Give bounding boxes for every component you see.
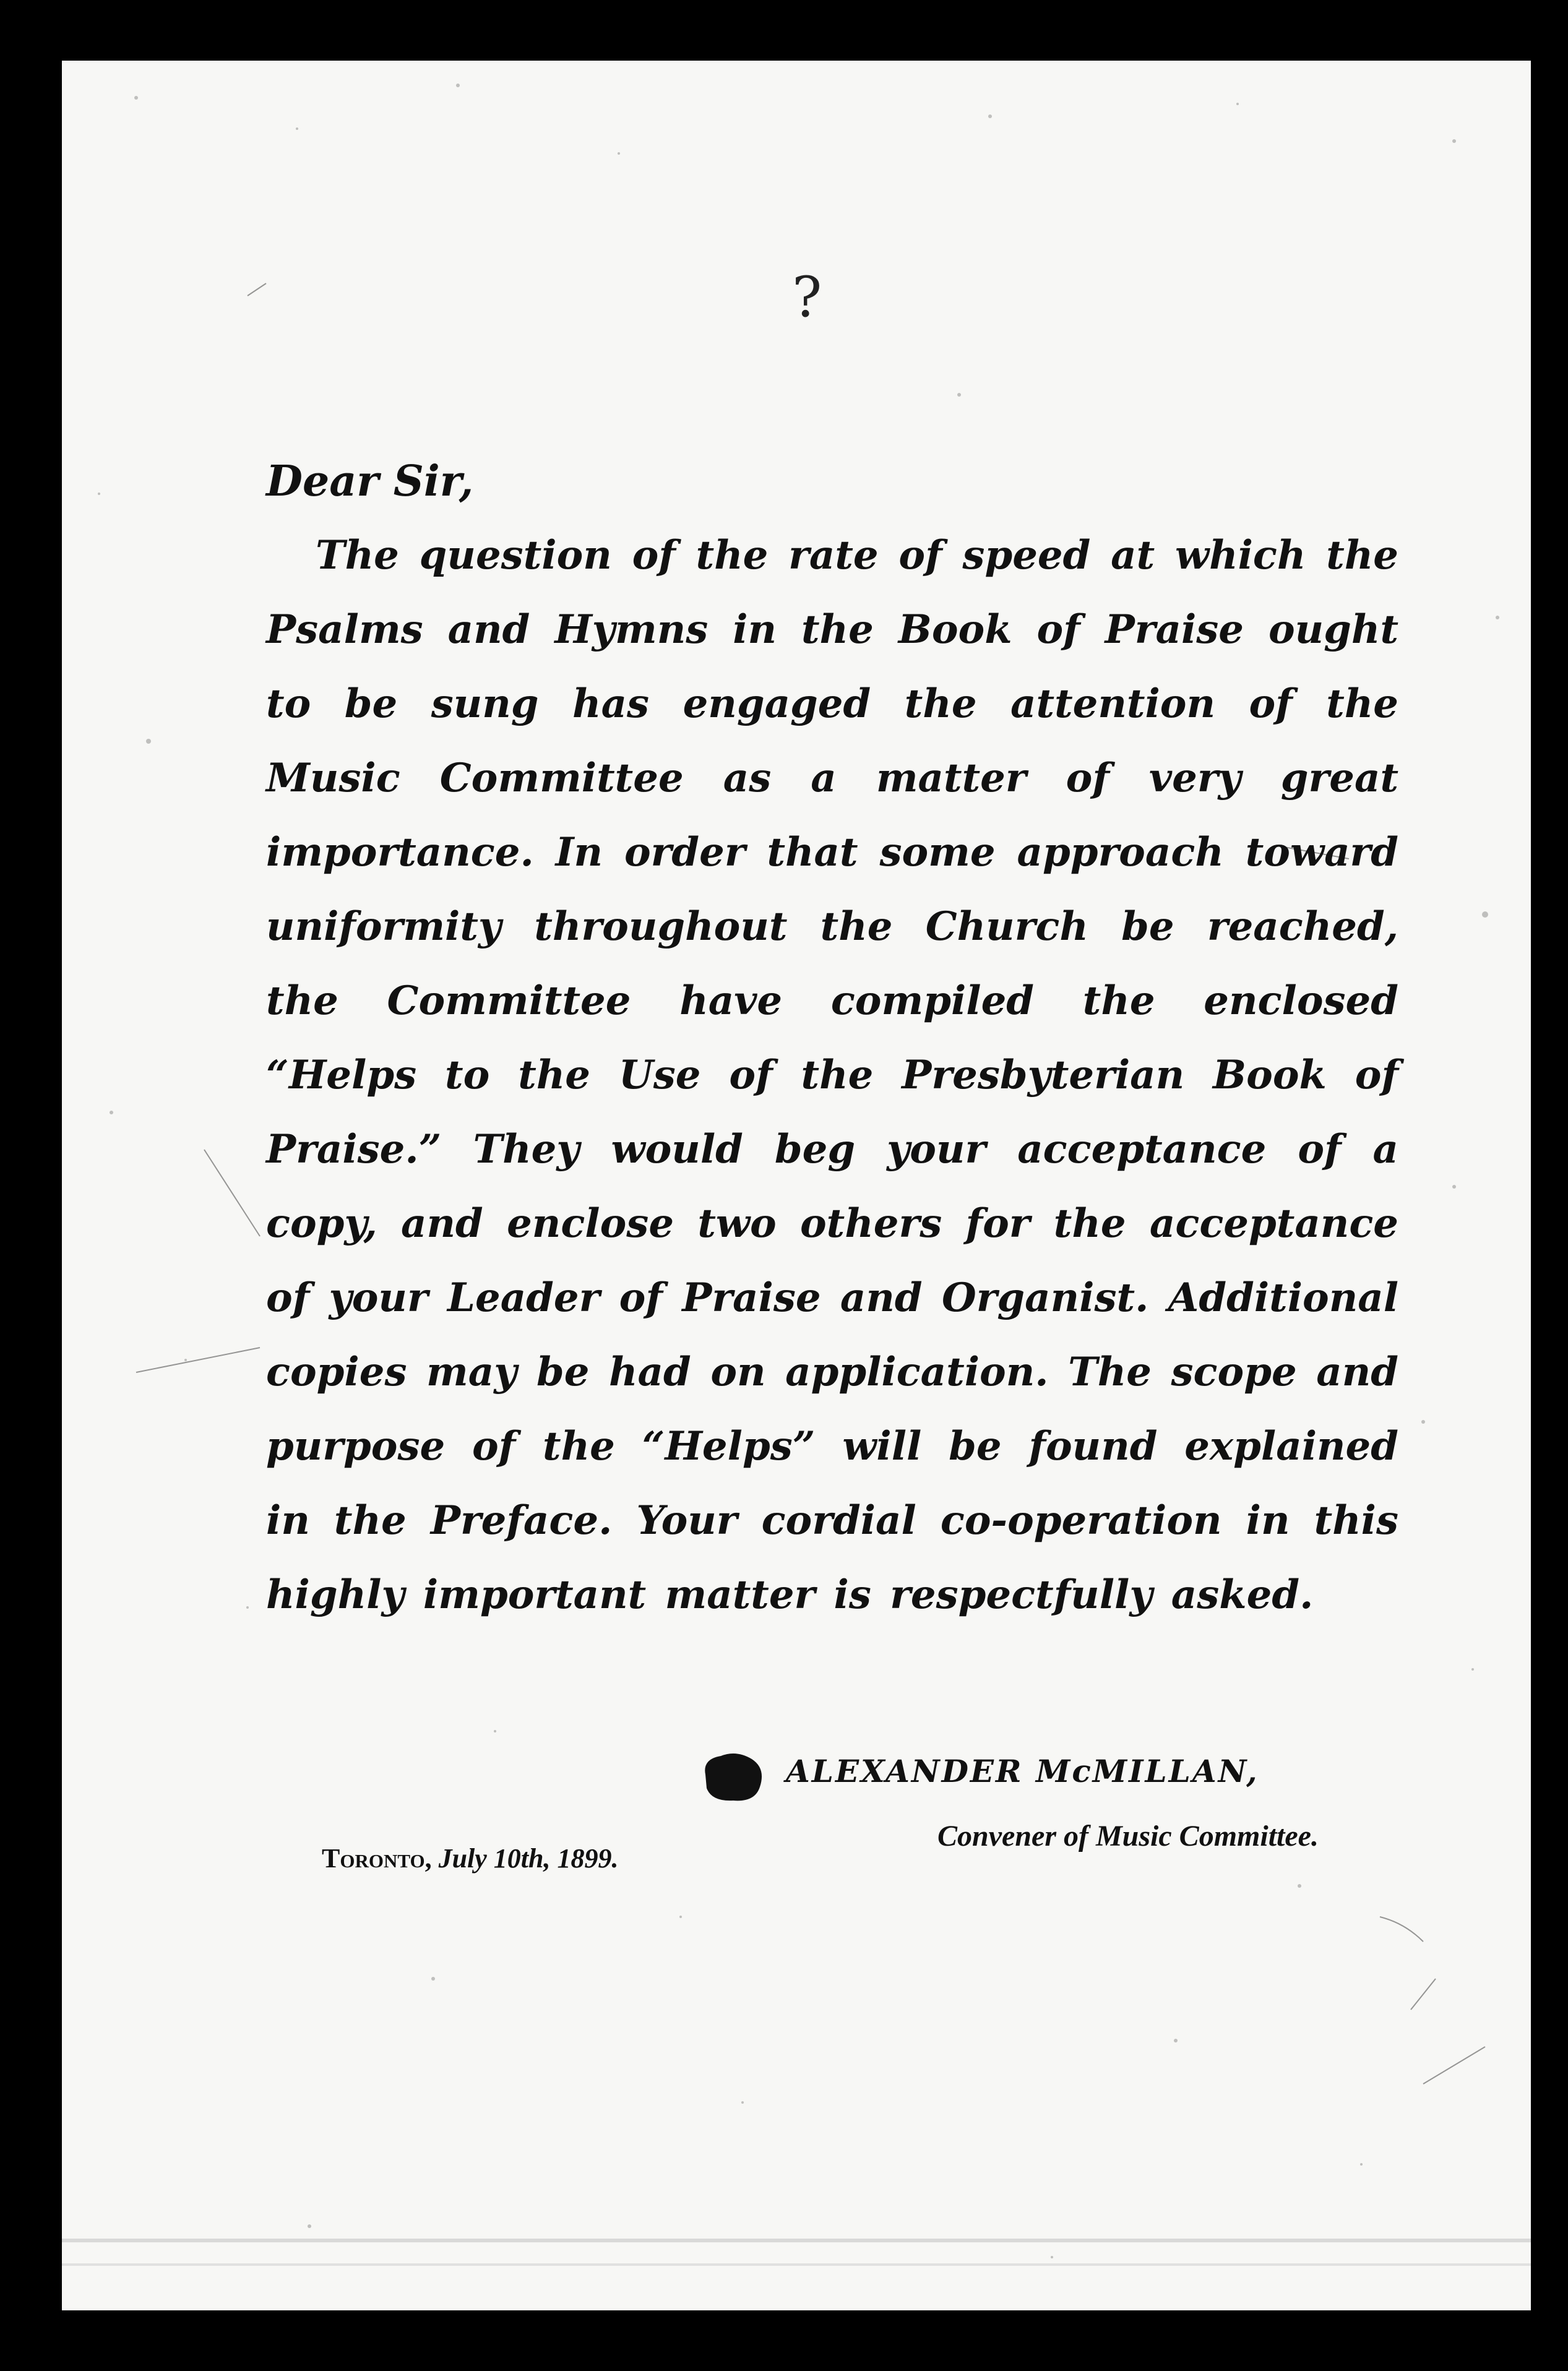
ink-blot-icon <box>699 1750 767 1805</box>
letter-page <box>62 61 1531 2310</box>
signer-name: ALEXANDER McMILLAN, <box>786 1753 1259 1789</box>
signer-title: Convener of Music Committee. <box>937 1820 1319 1852</box>
letter-paragraph: The question of the rate of speed at which the Psalms and Hymns in the Book of Praise ought to be sung has engaged the attention of the Music Committee as a matter of very great importance. In order that some approach toward uniformity throughout the Church be reached, the Committee have compiled the enclosed “Helps to the Use of the Presbyterian Book of Praise.” They would beg your acceptance of a copy, and enclose two others for the acceptance of your Leader of Praise and Organist. Additional copies may be had on application. The scope and purpose of the “Helps” will be found explained in the Preface. Your cordial co-operation in this highly important matter is respectfully asked. <box>266 532 1398 1618</box>
salutation: Dear Sir, <box>266 457 474 506</box>
dateline-date: July 10th, 1899. <box>438 1843 619 1874</box>
page-mark: ? <box>792 265 822 330</box>
dateline-place: Toronto, <box>322 1843 432 1874</box>
letter-body <box>266 444 1398 1632</box>
dateline <box>322 1843 619 1874</box>
